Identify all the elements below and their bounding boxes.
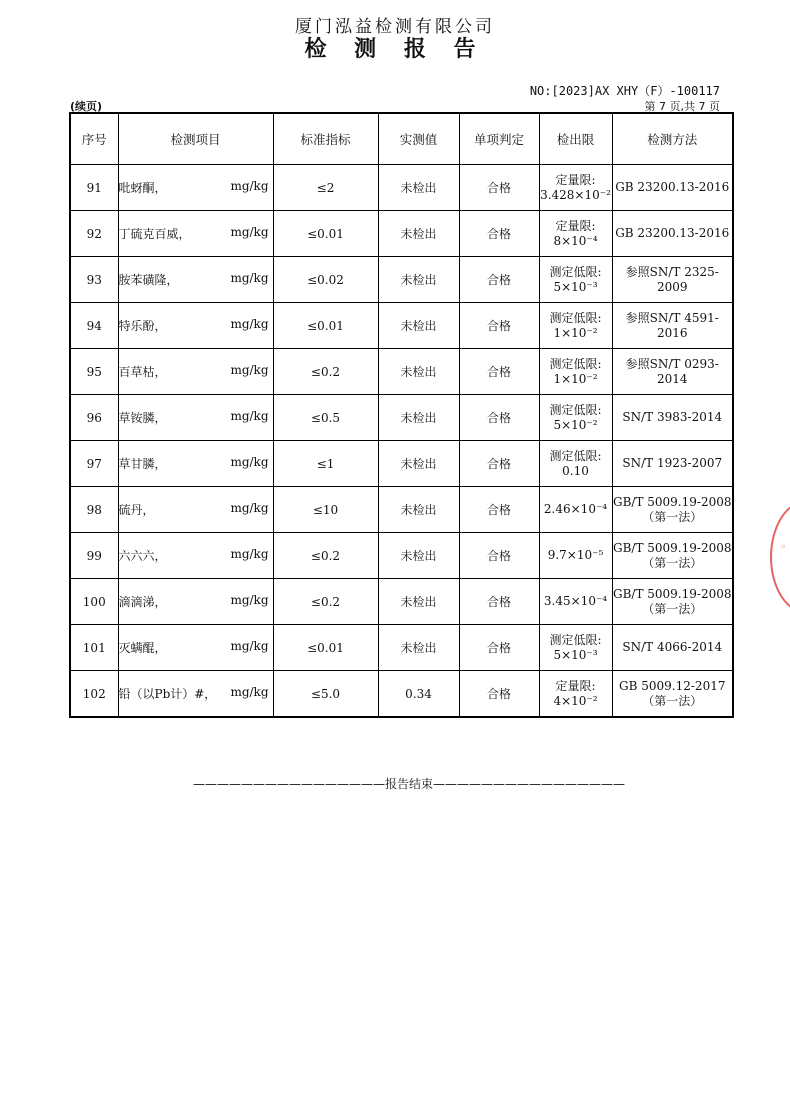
cell-item	[118, 441, 273, 487]
table-row	[70, 349, 733, 395]
limit-line-2: 5×10⁻²	[553, 417, 598, 432]
cell-limit	[539, 257, 612, 303]
cell-no: 91	[70, 165, 118, 211]
cell-standard: ≤2	[273, 165, 378, 211]
cell-method	[612, 211, 733, 257]
cell-method	[612, 303, 733, 349]
method-line-1: SN/T 3983-2014	[622, 410, 723, 424]
cell-no: 95	[70, 349, 118, 395]
method-line-2: （第一法）	[642, 555, 703, 570]
item-name: 百草枯，	[118, 365, 167, 379]
cell-judgement: 合格	[459, 533, 539, 579]
method-line-1: GB/T 5009.19-2008	[613, 540, 732, 555]
header-judgement: 单项判定	[459, 113, 539, 165]
item-name: 吡蚜酮，	[118, 181, 167, 195]
cell-judgement: 合格	[459, 257, 539, 303]
cell-no: 94	[70, 303, 118, 349]
cell-method	[612, 395, 733, 441]
page-info: 第 7 页,共 7 页	[644, 100, 720, 113]
limit-line-1: 测定低限:	[549, 264, 602, 279]
cell-measured: 未检出	[378, 579, 459, 625]
method-line-2: （第一法）	[642, 693, 703, 708]
cell-item	[118, 579, 273, 625]
item-unit: mg/kg	[230, 225, 269, 239]
cell-judgement: 合格	[459, 579, 539, 625]
cell-limit	[539, 441, 612, 487]
method-line-2: （第一法）	[642, 601, 703, 616]
seal-icon: ◦	[778, 542, 789, 553]
item-unit: mg/kg	[230, 363, 269, 377]
method-line-1: GB/T 5009.19-2008	[613, 494, 732, 509]
cell-judgement: 合格	[459, 487, 539, 533]
cell-item	[118, 533, 273, 579]
item-name: 草铵膦，	[118, 411, 167, 425]
item-name: 灭螨醌，	[118, 641, 167, 655]
cell-judgement: 合格	[459, 211, 539, 257]
cell-no: 98	[70, 487, 118, 533]
method-line-1: SN/T 1923-2007	[622, 456, 723, 470]
cell-limit	[539, 395, 612, 441]
cell-method	[612, 257, 733, 303]
limit-line-2: 0.10	[562, 463, 589, 478]
method-line-2: 2009	[656, 279, 688, 294]
cell-item	[118, 395, 273, 441]
continued-label: (续页)	[70, 100, 103, 113]
header-measured: 实测值	[378, 113, 459, 165]
table-row	[70, 165, 733, 211]
table-row	[70, 533, 733, 579]
cell-measured: 未检出	[378, 303, 459, 349]
method-line-1: 参照SN/T 0293-	[625, 356, 719, 371]
item-name: 滴滴涕，	[118, 595, 167, 609]
item-unit: mg/kg	[230, 501, 269, 515]
cell-method	[612, 487, 733, 533]
method-line-2: （第一法）	[642, 509, 703, 524]
limit-line-1: 定量限:	[555, 678, 596, 693]
cell-method	[612, 441, 733, 487]
cell-item	[118, 303, 273, 349]
limit-line-2: 5×10⁻³	[553, 647, 598, 662]
item-name: 胺苯磺隆，	[118, 273, 179, 287]
limit-line-1: 9.7×10⁻⁵	[547, 548, 604, 562]
limit-line-2: 4×10⁻²	[553, 693, 598, 708]
limit-line-2: 3.428×10⁻²	[540, 187, 611, 202]
report-end-line: ————————————————报告结束————————————————	[193, 777, 626, 791]
cell-judgement: 合格	[459, 349, 539, 395]
cell-standard: ≤0.01	[273, 211, 378, 257]
table-row	[70, 211, 733, 257]
cell-method	[612, 533, 733, 579]
cell-method	[612, 349, 733, 395]
item-unit: mg/kg	[230, 317, 269, 331]
cell-judgement: 合格	[459, 165, 539, 211]
item-unit: mg/kg	[230, 639, 269, 653]
limit-line-2: 5×10⁻³	[553, 279, 598, 294]
cell-standard: ≤10	[273, 487, 378, 533]
cell-limit	[539, 487, 612, 533]
item-name: 六六六，	[118, 549, 167, 563]
cell-judgement: 合格	[459, 303, 539, 349]
cell-measured: 未检出	[378, 533, 459, 579]
cell-method	[612, 165, 733, 211]
cell-standard: ≤1	[273, 441, 378, 487]
item-unit: mg/kg	[230, 271, 269, 285]
limit-line-1: 定量限:	[555, 218, 596, 233]
item-unit: mg/kg	[230, 593, 269, 607]
limit-line-1: 定量限:	[555, 172, 596, 187]
cell-method	[612, 579, 733, 625]
item-name: 草甘膦，	[118, 457, 167, 471]
report-number: NO:[2023]AX XHY（F）-100117	[529, 84, 720, 98]
cell-method	[612, 671, 733, 718]
table-row	[70, 257, 733, 303]
cell-no: 100	[70, 579, 118, 625]
cell-measured: 未检出	[378, 165, 459, 211]
cell-limit	[539, 533, 612, 579]
cell-standard: ≤0.2	[273, 349, 378, 395]
method-line-1: 参照SN/T 2325-	[625, 264, 719, 279]
limit-line-2: 8×10⁻⁴	[553, 233, 598, 248]
cell-limit	[539, 625, 612, 671]
item-name: 特乐酚，	[118, 319, 167, 333]
cell-judgement: 合格	[459, 625, 539, 671]
cell-no: 96	[70, 395, 118, 441]
cell-no: 99	[70, 533, 118, 579]
cell-standard: ≤0.01	[273, 303, 378, 349]
header-method: 检测方法	[612, 113, 733, 165]
cell-standard: ≤0.2	[273, 533, 378, 579]
item-unit: mg/kg	[230, 685, 269, 699]
cell-no: 93	[70, 257, 118, 303]
table-row	[70, 579, 733, 625]
limit-line-1: 2.46×10⁻⁴	[543, 502, 608, 516]
report-title: 检 测 报 告	[304, 37, 486, 62]
cell-measured: 未检出	[378, 395, 459, 441]
table-row	[70, 671, 733, 718]
item-name: 铅（以Pb计）#，	[118, 687, 217, 701]
header-limit: 检出限	[539, 113, 612, 165]
method-line-1: SN/T 4066-2014	[622, 640, 723, 654]
limit-line-1: 测定低限:	[549, 632, 602, 647]
method-line-1: GB 5009.12-2017	[619, 678, 726, 693]
cell-item	[118, 165, 273, 211]
item-unit: mg/kg	[230, 547, 269, 561]
cell-item	[118, 211, 273, 257]
table-row	[70, 395, 733, 441]
cell-judgement: 合格	[459, 441, 539, 487]
item-unit: mg/kg	[230, 455, 269, 469]
cell-measured: 未检出	[378, 257, 459, 303]
cell-standard: ≤0.01	[273, 625, 378, 671]
cell-judgement: 合格	[459, 671, 539, 718]
cell-measured: 未检出	[378, 487, 459, 533]
table-header-row	[70, 113, 733, 165]
limit-line-2: 1×10⁻²	[553, 371, 598, 386]
header-standard: 标准指标	[273, 113, 378, 165]
header-no: 序号	[70, 113, 118, 165]
cell-limit	[539, 349, 612, 395]
limit-line-1: 测定低限:	[549, 310, 602, 325]
cell-measured: 未检出	[378, 441, 459, 487]
cell-standard: ≤5.0	[273, 671, 378, 718]
item-name: 硫丹，	[118, 503, 155, 517]
company-name: 厦门泓益检测有限公司	[295, 17, 495, 37]
cell-item	[118, 625, 273, 671]
cell-standard: ≤0.2	[273, 579, 378, 625]
cell-limit	[539, 303, 612, 349]
table-row	[70, 303, 733, 349]
cell-standard: ≤0.5	[273, 395, 378, 441]
limit-line-1: 3.45×10⁻⁴	[543, 594, 608, 608]
table-row	[70, 487, 733, 533]
cell-measured: 未检出	[378, 349, 459, 395]
cell-limit	[539, 579, 612, 625]
header-item: 检测项目	[118, 113, 273, 165]
limit-line-1: 测定低限:	[549, 356, 602, 371]
cell-no: 102	[70, 671, 118, 718]
method-line-1: GB 23200.13-2016	[615, 226, 730, 240]
method-line-2: 2016	[656, 325, 688, 340]
method-line-1: 参照SN/T 4591-	[625, 310, 719, 325]
cell-item	[118, 671, 273, 718]
table-row	[70, 441, 733, 487]
cell-measured: 0.34	[378, 671, 459, 718]
limit-line-2: 1×10⁻²	[553, 325, 598, 340]
item-unit: mg/kg	[230, 409, 269, 423]
method-line-1: GB/T 5009.19-2008	[613, 586, 732, 601]
table-row	[70, 625, 733, 671]
limit-line-1: 测定低限:	[549, 402, 602, 417]
cell-item	[118, 257, 273, 303]
cell-standard: ≤0.02	[273, 257, 378, 303]
cell-limit	[539, 671, 612, 718]
method-line-2: 2014	[656, 371, 688, 386]
method-line-1: GB 23200.13-2016	[615, 180, 730, 194]
red-seal-stamp	[770, 500, 790, 614]
cell-method	[612, 625, 733, 671]
cell-limit	[539, 211, 612, 257]
cell-item	[118, 349, 273, 395]
cell-item	[118, 487, 273, 533]
limit-line-1: 测定低限:	[549, 448, 602, 463]
cell-limit	[539, 165, 612, 211]
cell-measured: 未检出	[378, 625, 459, 671]
results-table	[69, 112, 734, 718]
item-unit: mg/kg	[230, 179, 269, 193]
item-name: 丁硫克百威，	[118, 227, 191, 241]
cell-no: 92	[70, 211, 118, 257]
cell-no: 101	[70, 625, 118, 671]
cell-no: 97	[70, 441, 118, 487]
cell-measured: 未检出	[378, 211, 459, 257]
cell-judgement: 合格	[459, 395, 539, 441]
